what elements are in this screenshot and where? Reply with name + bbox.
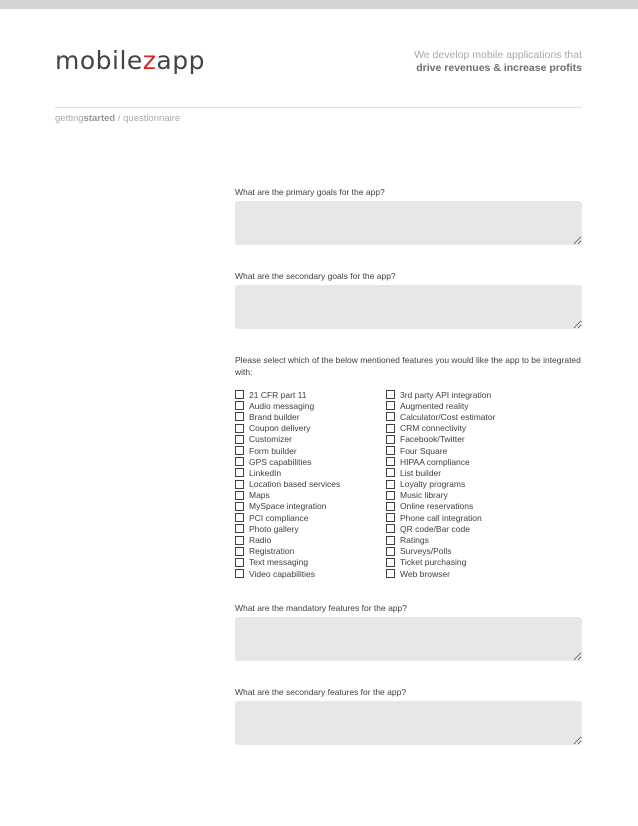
feature-label: Location based services bbox=[249, 479, 341, 490]
feature-option[interactable] bbox=[386, 456, 495, 467]
feature-option[interactable] bbox=[235, 467, 386, 478]
feature-label: Radio bbox=[249, 535, 272, 546]
checkbox-icon[interactable] bbox=[235, 536, 244, 545]
checkbox-icon[interactable] bbox=[235, 401, 244, 410]
feature-label: GPS capabilities bbox=[249, 456, 312, 467]
checkbox-icon[interactable] bbox=[386, 536, 395, 545]
checkbox-icon[interactable] bbox=[386, 457, 395, 466]
feature-label: MySpace integration bbox=[249, 501, 327, 512]
feature-label: Text messaging bbox=[249, 557, 309, 568]
feature-label: Form builder bbox=[249, 445, 297, 456]
checkbox-icon[interactable] bbox=[235, 491, 244, 500]
checkbox-icon[interactable] bbox=[235, 446, 244, 455]
feature-label: Photo gallery bbox=[249, 523, 299, 534]
checkbox-icon[interactable] bbox=[235, 390, 244, 399]
logo-prefix: mobile bbox=[55, 46, 143, 75]
tagline-line-2: drive revenues & increase profits bbox=[416, 62, 582, 74]
feature-option[interactable] bbox=[235, 411, 386, 422]
checkbox-icon[interactable] bbox=[235, 502, 244, 511]
feature-label: Coupon delivery bbox=[249, 423, 311, 434]
checkbox-icon[interactable] bbox=[386, 435, 395, 444]
checkbox-icon[interactable] bbox=[235, 569, 244, 578]
checkbox-icon[interactable] bbox=[386, 558, 395, 567]
checkbox-icon[interactable] bbox=[235, 547, 244, 556]
feature-option[interactable] bbox=[235, 490, 386, 501]
feature-label: Ratings bbox=[400, 535, 429, 546]
checkbox-icon[interactable] bbox=[386, 569, 395, 578]
feature-option[interactable] bbox=[235, 445, 386, 456]
question-primary-goals: What are the primary goals for the app? bbox=[235, 187, 385, 197]
feature-option[interactable] bbox=[235, 534, 386, 545]
checkbox-icon[interactable] bbox=[386, 502, 395, 511]
feature-label: 21 CFR part 11 bbox=[249, 389, 307, 400]
top-bar bbox=[0, 0, 638, 9]
tagline-line-1: We develop mobile applications that bbox=[414, 49, 582, 61]
checkbox-icon[interactable] bbox=[235, 424, 244, 433]
feature-option[interactable] bbox=[235, 400, 386, 411]
breadcrumb-part-1: getting bbox=[55, 113, 84, 124]
feature-option[interactable] bbox=[386, 389, 495, 400]
feature-option[interactable] bbox=[386, 423, 495, 434]
breadcrumb bbox=[55, 113, 180, 124]
features-checklist bbox=[235, 389, 582, 579]
feature-label: Online reservations bbox=[400, 501, 474, 512]
checkbox-icon[interactable] bbox=[235, 435, 244, 444]
checkbox-icon[interactable] bbox=[386, 524, 395, 533]
feature-option[interactable] bbox=[235, 501, 386, 512]
feature-option[interactable] bbox=[235, 434, 386, 445]
breadcrumb-part-3: / questionnaire bbox=[115, 113, 181, 124]
answer-secondary-features[interactable] bbox=[235, 701, 582, 745]
checkbox-icon[interactable] bbox=[235, 468, 244, 477]
feature-option[interactable] bbox=[386, 479, 495, 490]
header-divider bbox=[55, 107, 582, 108]
breadcrumb-part-2: started bbox=[83, 113, 116, 124]
feature-option[interactable] bbox=[235, 423, 386, 434]
feature-option[interactable] bbox=[235, 557, 386, 568]
feature-label: LinkedIn bbox=[249, 467, 282, 478]
feature-option[interactable] bbox=[386, 501, 495, 512]
logo bbox=[55, 46, 205, 76]
logo-suffix: app bbox=[156, 46, 205, 75]
feature-label: Video capabilities bbox=[249, 568, 315, 579]
checkbox-icon[interactable] bbox=[386, 424, 395, 433]
feature-label: List builder bbox=[400, 467, 442, 478]
checkbox-icon[interactable] bbox=[386, 390, 395, 399]
checkbox-icon[interactable] bbox=[386, 412, 395, 421]
feature-label: HIPAA compliance bbox=[400, 456, 470, 467]
feature-option[interactable] bbox=[386, 523, 495, 534]
feature-option[interactable] bbox=[235, 479, 386, 490]
feature-label: CRM connectivity bbox=[400, 423, 467, 434]
feature-label: QR code/Bar code bbox=[400, 523, 470, 534]
feature-label: Ticket purchasing bbox=[400, 557, 467, 568]
answer-secondary-goals[interactable] bbox=[235, 285, 582, 329]
feature-label: Customizer bbox=[249, 434, 292, 445]
checkbox-icon[interactable] bbox=[386, 513, 395, 522]
feature-label: Facebook/Twitter bbox=[400, 434, 465, 445]
logo-accent: z bbox=[142, 46, 157, 75]
feature-label: Augmented reality bbox=[400, 400, 469, 411]
feature-option[interactable] bbox=[386, 546, 495, 557]
feature-option[interactable] bbox=[386, 467, 495, 478]
feature-option[interactable] bbox=[235, 456, 386, 467]
feature-option[interactable] bbox=[386, 434, 495, 445]
checkbox-icon[interactable] bbox=[235, 524, 244, 533]
checkbox-icon[interactable] bbox=[386, 480, 395, 489]
question-features: Please select which of the below mentioned features you would like the app to be integrated with: bbox=[235, 355, 581, 377]
question-secondary-features: What are the secondary features for the app? bbox=[235, 687, 407, 697]
checkbox-icon[interactable] bbox=[235, 513, 244, 522]
feature-label: Maps bbox=[249, 490, 270, 501]
feature-label: Calculator/Cost estimator bbox=[400, 411, 496, 422]
feature-option[interactable] bbox=[386, 400, 495, 411]
checkbox-icon[interactable] bbox=[235, 412, 244, 421]
feature-option[interactable] bbox=[386, 411, 495, 422]
feature-option[interactable] bbox=[235, 512, 386, 523]
checkbox-icon[interactable] bbox=[386, 401, 395, 410]
feature-label: Surveys/Polls bbox=[400, 546, 452, 557]
question-secondary-goals: What are the secondary goals for the app? bbox=[235, 271, 396, 281]
feature-label: Four Square bbox=[400, 445, 448, 456]
features-column-right bbox=[386, 389, 495, 579]
feature-option[interactable] bbox=[386, 557, 495, 568]
feature-label: PCI compliance bbox=[249, 512, 309, 523]
checkbox-icon[interactable] bbox=[386, 446, 395, 455]
answer-mandatory-features[interactable] bbox=[235, 617, 582, 661]
feature-option[interactable] bbox=[235, 546, 386, 557]
feature-option[interactable] bbox=[235, 568, 386, 579]
feature-option[interactable] bbox=[235, 389, 386, 400]
feature-option[interactable] bbox=[386, 512, 495, 523]
features-column-left bbox=[235, 389, 386, 579]
tagline bbox=[414, 49, 582, 75]
feature-label: Loyalty programs bbox=[400, 479, 466, 490]
checkbox-icon[interactable] bbox=[235, 558, 244, 567]
feature-label: Phone call integration bbox=[400, 512, 482, 523]
checkbox-icon[interactable] bbox=[386, 468, 395, 477]
checkbox-icon[interactable] bbox=[235, 480, 244, 489]
answer-primary-goals[interactable] bbox=[235, 201, 582, 245]
feature-label: Web browser bbox=[400, 568, 450, 579]
feature-label: Registration bbox=[249, 546, 295, 557]
feature-option[interactable] bbox=[386, 445, 495, 456]
checkbox-icon[interactable] bbox=[235, 457, 244, 466]
feature-label: 3rd party API integration bbox=[400, 389, 492, 400]
feature-option[interactable] bbox=[386, 534, 495, 545]
feature-option[interactable] bbox=[386, 490, 495, 501]
question-mandatory-features: What are the mandatory features for the app? bbox=[235, 603, 407, 613]
checkbox-icon[interactable] bbox=[386, 491, 395, 500]
feature-option[interactable] bbox=[235, 523, 386, 534]
feature-label: Music library bbox=[400, 490, 448, 501]
checkbox-icon[interactable] bbox=[386, 547, 395, 556]
feature-label: Brand builder bbox=[249, 411, 300, 422]
feature-option[interactable] bbox=[386, 568, 495, 579]
feature-label: Audio messaging bbox=[249, 400, 315, 411]
